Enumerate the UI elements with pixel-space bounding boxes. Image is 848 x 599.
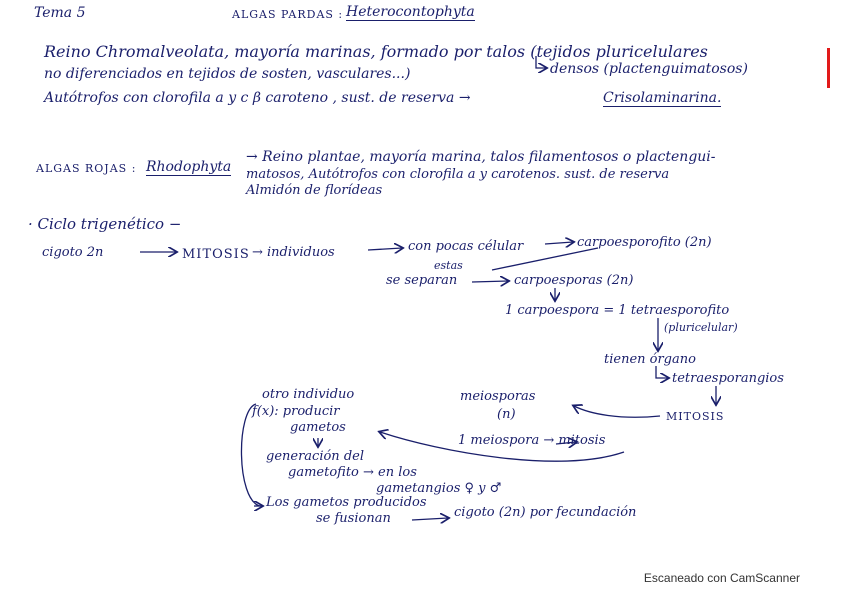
ciclo-cigoto: cigoto 2n <box>42 245 104 260</box>
ciclo-generacion: generación del <box>266 449 364 464</box>
ciclo-meiosporas: meiosporas <box>460 389 536 404</box>
ciclo-separan: se separan <box>386 273 458 288</box>
ciclo-fusionan-1: Los gametos producidos <box>266 495 427 510</box>
pardas-hook-arrow <box>536 56 546 68</box>
ciclo-estas: estas <box>434 259 463 272</box>
ciclo-heading: · Ciclo trigenético − <box>28 215 182 233</box>
rojas-line-1: → Reino plantae, mayoría marina, talos filamentosos o plactengui- <box>246 149 716 165</box>
pardas-line-2b: densos (plactenguimatosos) <box>550 61 748 77</box>
rojas-label: ALGAS ROJAS : <box>36 162 137 175</box>
arrow-meio-mitosis <box>556 442 576 444</box>
ciclo-individuos: → individuos <box>252 245 335 260</box>
ciclo-carposporofito: carpoesporofito (2n) <box>577 235 712 250</box>
ciclo-una-carpospora: 1 carpoespora = 1 tetraesporofito <box>505 303 730 318</box>
ciclo-n: (n) <box>497 407 516 422</box>
arrow-separan <box>472 281 508 282</box>
arrow-carposporofito <box>545 242 573 244</box>
title-name: Heterocontophyta <box>346 4 475 20</box>
arrow-individuos-pocas <box>368 248 402 250</box>
ciclo-una-meiospora: 1 meiospora → mitosis <box>458 433 606 448</box>
arrow-to-gametos <box>380 432 624 461</box>
ciclo-organo: tienen órgano <box>604 352 696 367</box>
rojas-name: Rhodophyta <box>146 159 232 175</box>
ciclo-gametos: gametos <box>290 420 346 435</box>
title-prefix: ALGAS PARDAS : <box>232 8 344 21</box>
ciclo-tetraesporangios: tetraesporangios <box>672 371 784 386</box>
topic-label: Tema 5 <box>34 5 86 21</box>
rojas-line-2: matosos, Autótrofos con clorofila a y carotenos. sust. de reserva <box>246 167 670 182</box>
ciclo-gametofito: gametofito → en los <box>288 465 417 480</box>
pardas-reserve: Crisolaminarina. <box>603 90 722 106</box>
left-bracket <box>241 404 260 506</box>
arrow-back-line <box>492 248 598 270</box>
ciclo-fusionan-2: se fusionan <box>316 511 391 526</box>
red-margin-mark <box>827 48 830 88</box>
ciclo-gametangios: gametangios ♀ y ♂ <box>376 481 502 496</box>
arrow-meiosporas <box>574 406 660 417</box>
ciclo-pocas-celulas: con pocas célular <box>408 239 524 254</box>
arrow-organo-hook <box>656 366 668 378</box>
rojas-line-3: Almidón de florídeas <box>246 183 383 198</box>
pardas-line-2: no diferenciados en tejidos de sosten, vasculares...) <box>44 66 411 82</box>
ciclo-carposporas: carpoesporas (2n) <box>514 273 634 288</box>
pardas-line-1: Reino Chromalveolata, mayoría marinas, formado por talos (tejidos pluricelulares <box>44 42 708 61</box>
ciclo-cigoto-final: cigoto (2n) por fecundación <box>454 505 637 520</box>
arrow-fusionan <box>412 518 448 520</box>
ciclo-otro-individuo: otro individuo <box>262 387 355 402</box>
ciclo-funcion: f(x): producir <box>252 404 340 419</box>
pardas-line-3: Autótrofos con clorofila a y c β caroteno , sust. de reserva → <box>44 90 471 106</box>
ciclo-mitosis-1: MITOSIS <box>182 247 250 262</box>
ciclo-mitosis-2: MITOSIS <box>666 410 725 423</box>
ciclo-pluricelular: (pluricelular) <box>664 321 738 334</box>
scanner-watermark: Escaneado con CamScanner <box>643 571 800 585</box>
